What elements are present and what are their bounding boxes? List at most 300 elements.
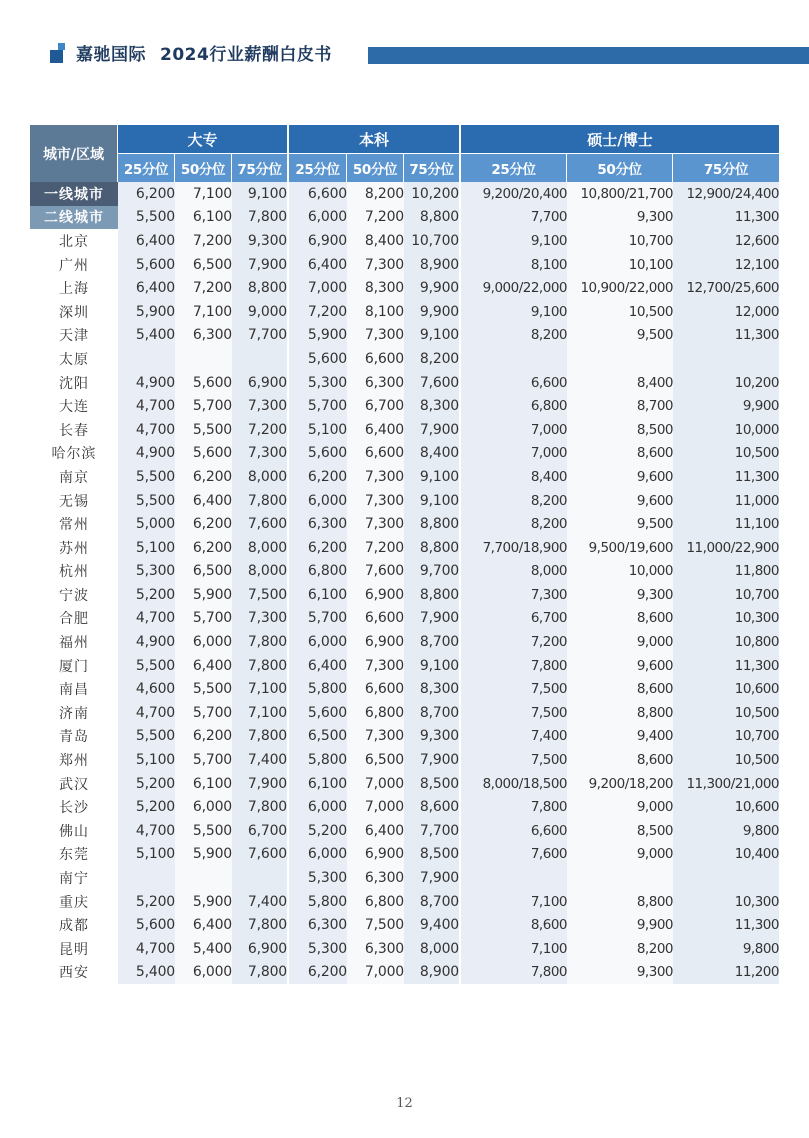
salary-cell: 6,000 — [175, 630, 232, 654]
salary-cell: 8,800 — [404, 583, 461, 607]
salary-cell: 6,400 — [347, 418, 404, 442]
salary-cell: 11,300 — [673, 465, 779, 489]
salary-cell: 6,600 — [289, 182, 347, 206]
salary-cell: 10,500 — [673, 748, 779, 772]
salary-cell: 6,800 — [347, 890, 404, 914]
salary-cell: 7,200 — [232, 418, 289, 442]
salary-cell: 8,000 — [232, 465, 289, 489]
salary-cell: 6,500 — [175, 253, 232, 277]
salary-cell: 5,400 — [175, 937, 232, 961]
salary-cell: 6,400 — [118, 276, 175, 300]
logo-accent-icon — [58, 43, 65, 50]
salary-cell: 7,000 — [347, 795, 404, 819]
salary-cell: 9,900 — [404, 300, 461, 324]
salary-cell: 8,100 — [347, 300, 404, 324]
salary-cell: 7,300 — [232, 442, 289, 466]
subheader-p75: 75分位 — [404, 153, 461, 182]
salary-cell: 8,600 — [567, 677, 673, 701]
salary-cell — [118, 866, 175, 890]
salary-cell: 9,000 — [567, 795, 673, 819]
salary-cell: 10,300 — [673, 890, 779, 914]
salary-cell: 6,100 — [175, 772, 232, 796]
salary-cell: 7,800 — [461, 654, 567, 678]
salary-cell: 8,600 — [567, 748, 673, 772]
subheader-p50: 50分位 — [175, 153, 232, 182]
salary-cell: 4,700 — [118, 937, 175, 961]
salary-cell: 9,700 — [404, 560, 461, 584]
salary-cell: 6,600 — [347, 607, 404, 631]
salary-cell: 6,600 — [347, 677, 404, 701]
salary-cell: 8,400 — [347, 229, 404, 253]
salary-cell: 6,400 — [118, 229, 175, 253]
salary-cell: 6,000 — [289, 489, 347, 513]
table-row — [30, 913, 779, 937]
salary-cell: 7,900 — [404, 748, 461, 772]
salary-cell: 8,800 — [404, 536, 461, 560]
city-name-cell: 大连 — [30, 394, 118, 418]
salary-cell: 8,800 — [567, 890, 673, 914]
salary-cell: 5,700 — [289, 394, 347, 418]
subheader-p75: 75分位 — [232, 153, 289, 182]
salary-cell: 9,000/22,000 — [461, 276, 567, 300]
table-row — [30, 677, 779, 701]
salary-cell: 8,700 — [567, 394, 673, 418]
city-name-cell: 北京 — [30, 229, 118, 253]
salary-cell: 10,900/22,000 — [567, 276, 673, 300]
salary-cell: 10,200 — [404, 182, 461, 206]
salary-cell: 7,600 — [232, 512, 289, 536]
salary-cell: 8,000 — [232, 536, 289, 560]
salary-cell: 4,700 — [118, 819, 175, 843]
table-row — [30, 182, 779, 206]
salary-cell: 8,600 — [461, 913, 567, 937]
salary-cell: 5,900 — [175, 843, 232, 867]
salary-cell: 9,800 — [673, 937, 779, 961]
salary-cell: 6,400 — [289, 654, 347, 678]
city-name-cell: 青岛 — [30, 725, 118, 749]
salary-cell: 11,300/21,000 — [673, 772, 779, 796]
salary-cell: 5,500 — [118, 465, 175, 489]
city-name-cell: 苏州 — [30, 536, 118, 560]
salary-cell: 5,700 — [175, 607, 232, 631]
salary-cell: 7,300 — [347, 654, 404, 678]
salary-cell: 5,600 — [118, 253, 175, 277]
salary-cell: 11,300 — [673, 913, 779, 937]
salary-cell: 6,500 — [289, 725, 347, 749]
salary-cell: 6,600 — [461, 819, 567, 843]
table-row — [30, 890, 779, 914]
salary-cell: 6,000 — [289, 206, 347, 230]
salary-cell: 7,800 — [232, 206, 289, 230]
city-name-cell: 长沙 — [30, 795, 118, 819]
salary-cell — [118, 347, 175, 371]
salary-cell: 5,500 — [118, 654, 175, 678]
salary-cell: 5,600 — [289, 442, 347, 466]
city-name-cell: 佛山 — [30, 819, 118, 843]
table-row — [30, 512, 779, 536]
salary-cell: 10,200 — [673, 371, 779, 395]
salary-cell: 7,500 — [461, 748, 567, 772]
salary-cell: 6,000 — [175, 795, 232, 819]
salary-cell: 9,100 — [461, 229, 567, 253]
city-name-cell: 合肥 — [30, 607, 118, 631]
salary-cell: 8,100 — [461, 253, 567, 277]
salary-cell: 9,200/18,200 — [567, 772, 673, 796]
salary-cell: 5,100 — [289, 418, 347, 442]
table-row — [30, 347, 779, 371]
salary-cell: 7,300 — [347, 324, 404, 348]
salary-cell: 7,400 — [461, 725, 567, 749]
salary-cell: 5,000 — [118, 512, 175, 536]
salary-cell — [461, 347, 567, 371]
salary-cell: 10,700 — [673, 583, 779, 607]
salary-cell: 9,000 — [567, 843, 673, 867]
salary-cell: 5,900 — [289, 324, 347, 348]
salary-cell: 11,300 — [673, 654, 779, 678]
salary-cell: 5,200 — [118, 795, 175, 819]
salary-cell: 6,300 — [289, 913, 347, 937]
group-header-shuoshi-boshi: 硕士/博士 — [461, 125, 779, 153]
salary-cell: 10,600 — [673, 795, 779, 819]
salary-cell: 7,000 — [347, 961, 404, 985]
subheader-p75: 75分位 — [673, 153, 779, 182]
salary-cell: 7,500 — [347, 913, 404, 937]
salary-cell: 8,500 — [567, 418, 673, 442]
salary-cell — [567, 866, 673, 890]
table-row — [30, 206, 779, 230]
salary-cell: 12,900/24,400 — [673, 182, 779, 206]
salary-cell: 10,400 — [673, 843, 779, 867]
salary-cell: 6,200 — [118, 182, 175, 206]
salary-cell: 6,300 — [175, 324, 232, 348]
salary-cell: 12,100 — [673, 253, 779, 277]
salary-cell: 11,300 — [673, 206, 779, 230]
salary-cell: 10,100 — [567, 253, 673, 277]
salary-cell: 9,100 — [404, 465, 461, 489]
city-name-cell: 哈尔滨 — [30, 442, 118, 466]
salary-cell: 9,200/20,400 — [461, 182, 567, 206]
salary-cell: 8,500 — [404, 843, 461, 867]
salary-cell: 9,600 — [567, 489, 673, 513]
salary-cell: 7,100 — [232, 701, 289, 725]
salary-cell: 9,500 — [567, 324, 673, 348]
salary-cell: 5,300 — [118, 560, 175, 584]
salary-cell: 5,600 — [289, 701, 347, 725]
salary-cell: 10,800/21,700 — [567, 182, 673, 206]
city-name-cell: 深圳 — [30, 300, 118, 324]
salary-cell: 11,800 — [673, 560, 779, 584]
salary-cell: 7,100 — [175, 182, 232, 206]
salary-cell: 7,300 — [347, 725, 404, 749]
table-row — [30, 607, 779, 631]
salary-cell: 7,300 — [347, 489, 404, 513]
subheader-p25: 25分位 — [289, 153, 347, 182]
salary-cell: 5,600 — [175, 442, 232, 466]
salary-cell: 8,300 — [404, 677, 461, 701]
salary-cell: 7,100 — [461, 890, 567, 914]
salary-cell: 8,200 — [461, 489, 567, 513]
salary-cell: 10,700 — [673, 725, 779, 749]
salary-cell: 5,700 — [175, 394, 232, 418]
salary-cell: 9,300 — [567, 583, 673, 607]
salary-cell: 7,200 — [461, 630, 567, 654]
city-name-cell: 东莞 — [30, 843, 118, 867]
salary-cell: 9,600 — [567, 654, 673, 678]
city-name-cell: 天津 — [30, 324, 118, 348]
city-name-cell: 郑州 — [30, 748, 118, 772]
salary-cell: 6,000 — [289, 843, 347, 867]
salary-cell: 6,200 — [175, 536, 232, 560]
salary-cell: 6,900 — [289, 229, 347, 253]
city-region-header: 城市/区域 — [30, 125, 118, 182]
salary-cell: 8,700 — [404, 701, 461, 725]
page-header — [50, 43, 809, 67]
salary-cell: 6,800 — [461, 394, 567, 418]
salary-cell: 8,600 — [567, 442, 673, 466]
salary-cell: 8,000 — [461, 560, 567, 584]
salary-cell: 5,500 — [175, 418, 232, 442]
salary-cell: 12,600 — [673, 229, 779, 253]
salary-cell: 8,400 — [404, 442, 461, 466]
salary-cell: 8,300 — [347, 276, 404, 300]
salary-cell: 6,700 — [461, 607, 567, 631]
salary-cell: 8,900 — [404, 961, 461, 985]
salary-cell: 4,700 — [118, 394, 175, 418]
city-name-cell: 长春 — [30, 418, 118, 442]
city-name-cell: 济南 — [30, 701, 118, 725]
salary-cell: 9,400 — [404, 913, 461, 937]
subheader-p50: 50分位 — [567, 153, 673, 182]
salary-cell: 6,900 — [347, 843, 404, 867]
salary-cell: 6,200 — [175, 465, 232, 489]
salary-cell: 7,800 — [461, 795, 567, 819]
salary-cell: 7,900 — [404, 418, 461, 442]
salary-cell: 9,100 — [461, 300, 567, 324]
table-row — [30, 725, 779, 749]
city-name-cell: 福州 — [30, 630, 118, 654]
subheader-row — [30, 153, 779, 182]
salary-cell: 12,000 — [673, 300, 779, 324]
salary-cell: 7,300 — [347, 512, 404, 536]
city-name-cell: 西安 — [30, 961, 118, 985]
city-name-cell: 无锡 — [30, 489, 118, 513]
city-name-cell: 沈阳 — [30, 371, 118, 395]
salary-cell — [567, 347, 673, 371]
salary-cell: 5,900 — [118, 300, 175, 324]
salary-cell: 4,600 — [118, 677, 175, 701]
salary-cell — [673, 347, 779, 371]
salary-cell: 9,900 — [567, 913, 673, 937]
table-row — [30, 465, 779, 489]
salary-cell: 9,600 — [567, 465, 673, 489]
salary-cell: 7,800 — [232, 913, 289, 937]
page-number: 12 — [396, 1096, 413, 1111]
salary-cell: 11,100 — [673, 512, 779, 536]
salary-cell: 7,200 — [175, 276, 232, 300]
table-row — [30, 394, 779, 418]
salary-cell: 7,800 — [232, 630, 289, 654]
salary-cell: 10,500 — [673, 442, 779, 466]
salary-cell: 6,000 — [289, 795, 347, 819]
salary-cell: 6,200 — [175, 512, 232, 536]
company-name: 嘉驰国际 — [76, 45, 146, 65]
salary-cell: 7,300 — [347, 465, 404, 489]
city-name-cell: 杭州 — [30, 560, 118, 584]
salary-cell: 8,200 — [347, 182, 404, 206]
salary-cell: 5,500 — [118, 725, 175, 749]
salary-cell: 7,000 — [347, 772, 404, 796]
table-row — [30, 442, 779, 466]
salary-cell: 6,900 — [232, 937, 289, 961]
salary-cell: 5,600 — [289, 347, 347, 371]
salary-cell: 5,800 — [289, 890, 347, 914]
salary-cell: 5,500 — [175, 677, 232, 701]
city-name-cell: 南京 — [30, 465, 118, 489]
table-body — [30, 182, 779, 984]
salary-cell: 6,100 — [175, 206, 232, 230]
salary-cell: 6,300 — [347, 371, 404, 395]
subheader-p25: 25分位 — [461, 153, 567, 182]
salary-cell: 5,600 — [175, 371, 232, 395]
city-name-cell: 广州 — [30, 253, 118, 277]
salary-cell: 5,300 — [289, 371, 347, 395]
salary-cell: 5,800 — [289, 748, 347, 772]
salary-cell: 5,400 — [118, 324, 175, 348]
salary-cell: 9,300 — [404, 725, 461, 749]
salary-cell: 10,600 — [673, 677, 779, 701]
city-name-cell: 二线城市 — [30, 206, 118, 230]
table-row — [30, 253, 779, 277]
salary-cell: 6,200 — [289, 465, 347, 489]
city-name-cell: 成都 — [30, 913, 118, 937]
table-row — [30, 560, 779, 584]
salary-cell: 7,500 — [461, 677, 567, 701]
salary-cell: 10,700 — [404, 229, 461, 253]
salary-cell: 7,600 — [232, 843, 289, 867]
salary-cell: 7,900 — [232, 253, 289, 277]
city-name-cell: 一线城市 — [30, 182, 118, 206]
salary-cell: 7,700/18,900 — [461, 536, 567, 560]
salary-cell: 8,400 — [567, 371, 673, 395]
city-name-cell: 昆明 — [30, 937, 118, 961]
salary-cell: 6,000 — [289, 630, 347, 654]
salary-cell: 8,600 — [404, 795, 461, 819]
salary-cell: 6,200 — [289, 961, 347, 985]
salary-cell: 7,800 — [232, 489, 289, 513]
salary-cell: 7,200 — [347, 536, 404, 560]
salary-cell: 7,400 — [232, 748, 289, 772]
salary-cell: 11,000/22,900 — [673, 536, 779, 560]
table-row — [30, 701, 779, 725]
group-header-dazhuan: 大专 — [118, 125, 289, 153]
city-name-cell: 重庆 — [30, 890, 118, 914]
salary-cell: 6,700 — [347, 394, 404, 418]
salary-cell: 6,400 — [175, 489, 232, 513]
table-row — [30, 229, 779, 253]
table-row — [30, 748, 779, 772]
salary-cell: 10,800 — [673, 630, 779, 654]
salary-cell: 8,200 — [404, 347, 461, 371]
salary-table — [30, 125, 779, 984]
group-header-benke: 本科 — [289, 125, 461, 153]
table-row — [30, 843, 779, 867]
salary-cell: 5,700 — [289, 607, 347, 631]
city-name-cell: 南宁 — [30, 866, 118, 890]
salary-cell: 7,300 — [232, 394, 289, 418]
salary-cell — [461, 866, 567, 890]
salary-cell: 7,300 — [461, 583, 567, 607]
salary-cell: 6,900 — [232, 371, 289, 395]
city-name-cell: 宁波 — [30, 583, 118, 607]
salary-cell: 7,000 — [461, 442, 567, 466]
header-bar — [368, 47, 809, 64]
salary-cell: 9,400 — [567, 725, 673, 749]
salary-cell: 6,600 — [461, 371, 567, 395]
city-name-cell: 厦门 — [30, 654, 118, 678]
salary-cell: 8,900 — [404, 253, 461, 277]
salary-cell: 6,600 — [347, 442, 404, 466]
table-row — [30, 489, 779, 513]
salary-cell: 6,400 — [289, 253, 347, 277]
salary-cell: 8,800 — [404, 512, 461, 536]
salary-cell: 7,800 — [232, 961, 289, 985]
salary-cell: 8,400 — [461, 465, 567, 489]
salary-cell: 6,600 — [347, 347, 404, 371]
salary-cell: 8,000 — [232, 560, 289, 584]
salary-cell: 6,300 — [289, 512, 347, 536]
salary-cell: 5,200 — [118, 583, 175, 607]
city-name-cell: 南昌 — [30, 677, 118, 701]
salary-cell: 9,000 — [232, 300, 289, 324]
salary-cell: 8,200 — [567, 937, 673, 961]
salary-cell: 7,900 — [232, 772, 289, 796]
salary-cell: 6,000 — [175, 961, 232, 985]
table-row — [30, 418, 779, 442]
salary-cell: 7,500 — [232, 583, 289, 607]
salary-cell: 6,300 — [347, 937, 404, 961]
salary-cell: 7,800 — [232, 725, 289, 749]
salary-cell: 7,300 — [232, 607, 289, 631]
table-row — [30, 276, 779, 300]
table-row — [30, 772, 779, 796]
salary-cell: 5,300 — [289, 866, 347, 890]
salary-cell: 9,900 — [404, 276, 461, 300]
salary-cell: 6,300 — [347, 866, 404, 890]
salary-cell: 7,600 — [347, 560, 404, 584]
city-name-cell: 常州 — [30, 512, 118, 536]
city-name-cell: 上海 — [30, 276, 118, 300]
salary-cell: 5,700 — [175, 701, 232, 725]
salary-cell: 7,700 — [461, 206, 567, 230]
salary-cell: 7,800 — [232, 654, 289, 678]
salary-cell: 6,900 — [347, 583, 404, 607]
salary-cell — [175, 347, 232, 371]
salary-cell: 8,800 — [567, 701, 673, 725]
salary-cell: 4,700 — [118, 418, 175, 442]
salary-cell: 7,600 — [404, 371, 461, 395]
table-row — [30, 630, 779, 654]
salary-cell: 11,200 — [673, 961, 779, 985]
table-row — [30, 795, 779, 819]
salary-cell: 5,400 — [118, 961, 175, 985]
table-row — [30, 961, 779, 985]
salary-cell: 9,300 — [567, 206, 673, 230]
salary-cell: 11,000 — [673, 489, 779, 513]
salary-cell: 5,500 — [118, 206, 175, 230]
salary-cell: 5,600 — [118, 913, 175, 937]
salary-cell: 7,800 — [232, 795, 289, 819]
salary-cell: 9,000 — [567, 630, 673, 654]
